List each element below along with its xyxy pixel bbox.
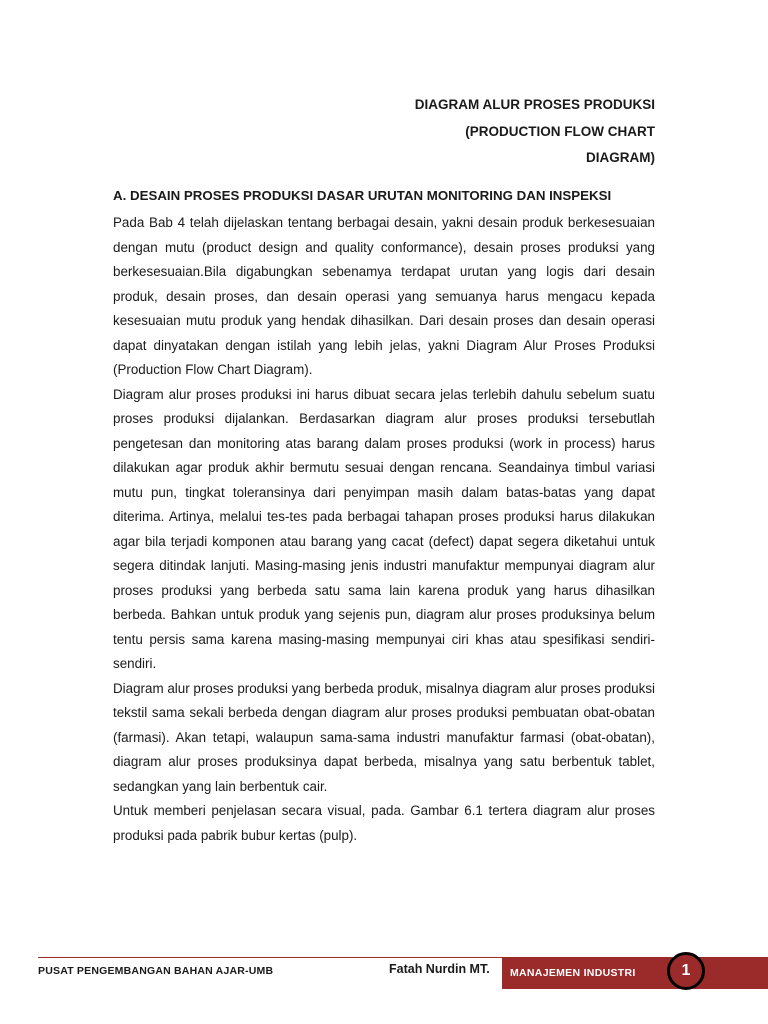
footer-institution: PUSAT PENGEMBANGAN BAHAN AJAR-UMB xyxy=(38,965,274,977)
paragraph: Diagram alur proses produksi ini harus dibuat secara jelas terlebih dahulu sebelum suatu proses produksi dijalankan. Berdasarkan diagram alur proses produksi tersebutlah pengetesan dan monitoring atas barang dalam proses produksi (work in process) harus dilakukan agar produk akhir bermutu sesuai dengan rencana. Seandainya timbul variasi mutu pun, tingkat toleransinya dari penyimpan masih dalam batas-batas yang dapat diterima. Artinya, melalui tes-tes pada berbagai tahapan proses produksi harus dilakukan agar bila terjadi komponen atau barang yang cacat (defect) dapat segera diketahui untuk segera ditindak lanjuti. Masing-masing jenis industri manufaktur mempunyai diagram alur proses produksi yang berbeda satu sama lain karena produk yang harus dihasilkan berbeda. Bahkan untuk produk yang sejenis pun, diagram alur proses produksinya belum tentu persis sama karena masing-masing mempunyai ciri khas atau spesifikasi sendiri-sendiri. xyxy=(113,386,655,671)
page-number: 1 xyxy=(667,952,705,990)
footer-course-label: MANAJEMEN INDUSTRI xyxy=(510,967,636,979)
paragraph: Diagram alur proses produksi yang berbeda produk, misalnya diagram alur proses produksi tekstil sama sekali berbeda dengan diagram alur proses produksi pembuatan obat-obatan (farmasi). Akan tetapi, walaupun sama-sama industri manufaktur farmasi (obat-obatan), diagram alur proses produksinya dapat berbeda, misalnya yang satu berbentuk tablet, sedangkan yang lain berbentuk cair. xyxy=(113,680,655,794)
title-line-1: DIAGRAM ALUR PROSES PRODUKSI xyxy=(414,97,655,112)
title-line-3: DIAGRAM) xyxy=(586,150,655,165)
paragraph: Pada Bab 4 telah dijelaskan tentang berbagai desain, yakni desain produk berkesesuaian dengan mutu (product design and quality conformance), desain proses produksi yang berkesesuaian.Bila digabungkan sebenamya terdapat urutan yang logis dari desain produk, desain proses, dan desain operasi yang semuanya harus mengacu kepada kesesuaian mutu produk yang hendak dihasilkan. Dari desain proses dan desain operasi dapat dinyatakan dengan istilah yang lebih jelas, yakni Diagram Alur Proses Produksi (Production Flow Chart Diagram). xyxy=(113,215,655,377)
document-title xyxy=(415,92,655,172)
footer-author: Fatah Nurdin MT. xyxy=(389,962,490,976)
body-text xyxy=(113,211,655,848)
section-heading: A. DESAIN PROSES PRODUKSI DASAR URUTAN MONITORING DAN INSPEKSI xyxy=(113,188,612,203)
title-line-2: (PRODUCTION FLOW CHART xyxy=(465,123,655,139)
paragraph: Untuk memberi penjelasan secara visual, pada. Gambar 6.1 tertera diagram alur proses produksi pada pabrik bubur kertas (pulp). xyxy=(113,803,655,843)
